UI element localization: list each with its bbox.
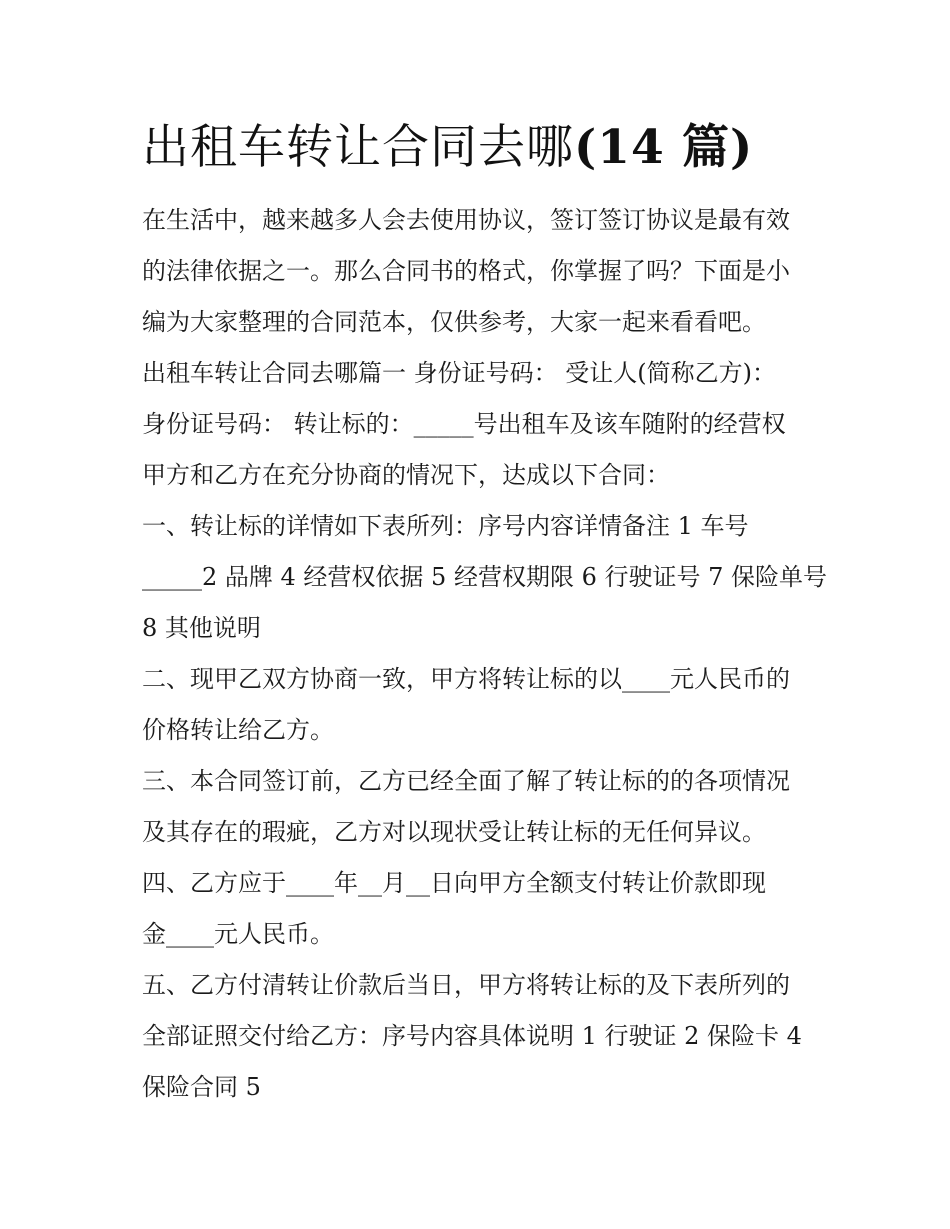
body-line: 的法律依据之一。那么合同书的格式，你掌握了吗？下面是小 — [142, 257, 790, 285]
body-line: 甲方和乙方在充分协商的情况下，达成以下合同： — [142, 461, 670, 489]
body-line: 三、本合同签订前，乙方已经全面了解了转让标的的各项情况 — [142, 767, 790, 795]
body-line: 8 其他说明 — [142, 614, 261, 642]
document-title — [142, 118, 753, 178]
body-line: 编为大家整理的合同范本，仅供参考，大家一起来看看吧。 — [142, 308, 766, 336]
body-line: 价格转让给乙方。 — [142, 716, 334, 744]
body-line: 一、转让标的详情如下表所列：序号内容详情备注 1 车号 — [142, 512, 749, 540]
body-line: 及其存在的瑕疵，乙方对以现状受让转让标的无任何异议。 — [142, 818, 766, 846]
body-line: 四、乙方应于____年__月__日向甲方全额支付转让价款即现 — [142, 869, 766, 897]
body-line: 身份证号码： 转让标的：_____号出租车及该车随附的经营权 — [142, 410, 786, 438]
document-body — [142, 195, 828, 1113]
body-line: 在生活中，越来越多人会去使用协议，签订签订协议是最有效 — [142, 206, 790, 234]
title-count: (14 篇) — [574, 120, 754, 175]
body-line: 保险合同 5 — [142, 1073, 261, 1101]
body-line: 金____元人民币。 — [142, 920, 334, 948]
body-line: 二、现甲乙双方协商一致，甲方将转让标的以____元人民币的 — [142, 665, 790, 693]
body-line: _____2 品牌 4 经营权依据 5 经营权期限 6 行驶证号 7 保险单号 — [142, 563, 828, 591]
body-line: 全部证照交付给乙方：序号内容具体说明 1 行驶证 2 保险卡 4 — [142, 1022, 802, 1050]
title-main: 出租车转让合同去哪 — [142, 120, 574, 175]
body-line: 五、乙方付清转让价款后当日，甲方将转让标的及下表所列的 — [142, 971, 790, 999]
body-line: 出租车转让合同去哪篇一 身份证号码： 受让人(简称乙方)： — [142, 359, 776, 387]
